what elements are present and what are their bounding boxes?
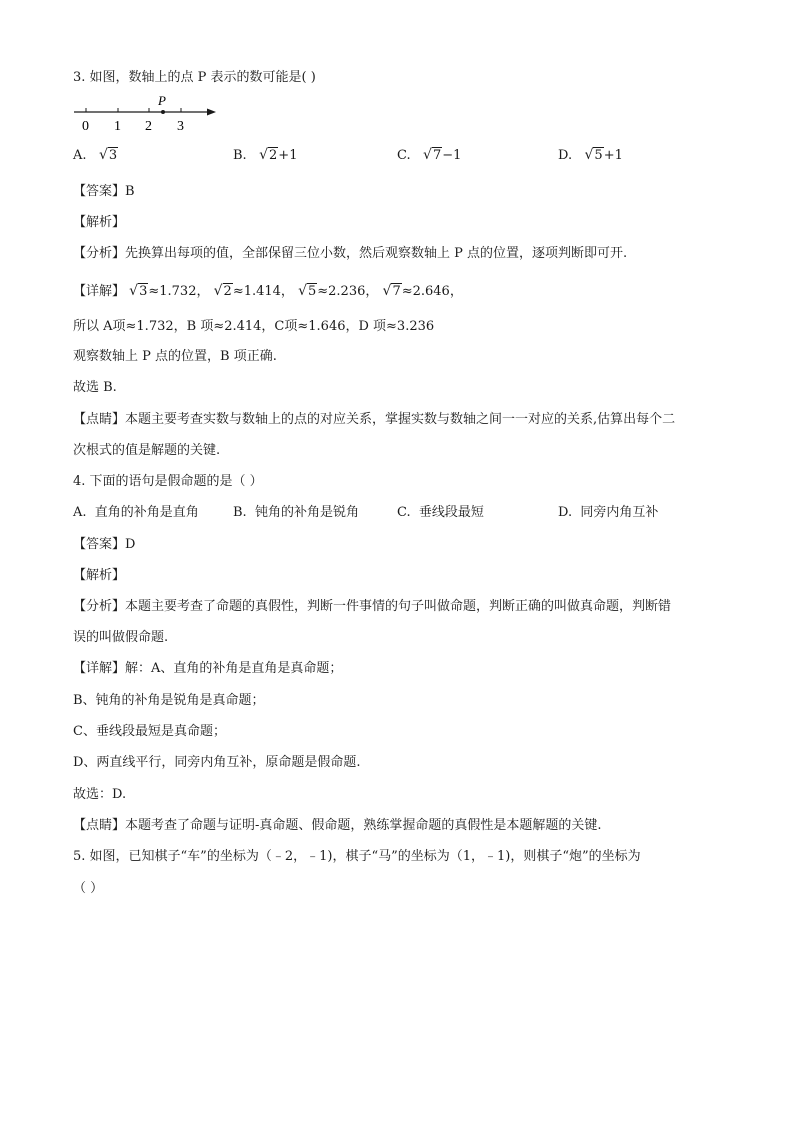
q4-choose: 故选：D. <box>73 787 127 802</box>
sqrt-symbol: √5 <box>584 147 603 163</box>
q4-option-b: B. 钝角的补角是锐角 <box>233 505 359 520</box>
q3-so-line: 所以 A项≈1.732，B 项≈2.414，C项≈1.646，D 项≈3.236 <box>73 319 435 334</box>
q3-comment-line1: 【点睛】本题主要考查实数与数轴上的点的对应关系，掌握实数与数轴之间一一对应的关系,估算出每个二 <box>73 412 676 427</box>
q4-option-c: C. 垂线段最短 <box>397 505 484 520</box>
tick-label: 0 <box>82 119 89 134</box>
tick-label: 1 <box>114 119 121 134</box>
q4-analysis-line1: 【分析】本题主要考查了命题的真假性，判断一件事情的句子叫做命题，判断正确的叫做真命题，判断错 <box>73 599 672 614</box>
q4-stem: 4. 下面的语句是假命题的是（ ） <box>73 474 263 489</box>
q4-detail: 【详解】解：A、直角的补角是直角是真命题； <box>73 661 343 676</box>
q3-comment-line2: 次根式的值是解题的关键. <box>73 443 221 458</box>
q5-stem-line1: 5. 如图，已知棋子“车”的坐标为（﹣2，﹣1)，棋子“马”的坐标为（1，﹣1)，则棋子“炮”的坐标为 <box>73 849 641 864</box>
q3-option-b: B. √2+1 <box>233 147 298 163</box>
q3-option-d: D. √5+1 <box>558 147 623 163</box>
tick-label: 3 <box>177 119 184 134</box>
q4-detail-b: B、钝角的补角是锐角是真命题； <box>73 693 265 708</box>
sqrt-symbol: √2 <box>259 147 278 163</box>
sqrt-symbol: √2 <box>213 283 232 299</box>
sqrt-symbol: √5 <box>298 283 317 299</box>
q3-choose: 故选 B. <box>73 380 117 395</box>
q5-stem-line2: （ ） <box>73 881 104 896</box>
q4-analysis-heading: 【解析】 <box>73 568 126 583</box>
number-line <box>70 90 220 134</box>
q3-analysis-text: 【分析】先换算出每项的值，全部保留三位小数，然后观察数轴上 P 点的位置，逐项判断即可开. <box>73 246 628 261</box>
sqrt-symbol: √3 <box>98 147 118 163</box>
q3-option-c: C. √7−1 <box>397 147 462 163</box>
q4-analysis-line2: 误的叫做假命题. <box>73 630 169 645</box>
q3-analysis-heading: 【解析】 <box>73 215 126 230</box>
point-p-marker <box>161 110 165 114</box>
sqrt-symbol: √3 <box>129 283 148 299</box>
q4-option-a: A. 直角的补角是直角 <box>73 505 199 520</box>
q3-detail: 【详解】 √3≈1.732， √2≈1.414， √5≈2.236， √7≈2.646， <box>73 283 463 299</box>
q3-observe: 观察数轴上 P 点的位置，B 项正确. <box>73 349 277 364</box>
q3-answer: 【答案】B <box>73 184 135 199</box>
q4-comment: 【点睛】本题考查了命题与证明-真命题、假命题，熟练掌握命题的真假性是本题解题的关键. <box>73 818 602 833</box>
q4-answer: 【答案】D <box>73 537 136 552</box>
q3-option-a: A. √3 <box>73 147 118 163</box>
arrow-right-icon <box>207 109 216 116</box>
sqrt-symbol: √7 <box>423 147 442 163</box>
q4-detail-d: D、两直线平行，同旁内角互补，原命题是假命题. <box>73 755 361 770</box>
q3-stem: 3. 如图，数轴上的点 P 表示的数可能是( ) <box>73 70 316 85</box>
q4-option-d: D. 同旁内角互补 <box>558 505 659 520</box>
point-p-label: P <box>158 93 166 108</box>
tick-label: 2 <box>145 119 152 134</box>
sqrt-symbol: √7 <box>382 283 401 299</box>
q4-detail-c: C、垂线段最短是真命题； <box>73 724 226 739</box>
